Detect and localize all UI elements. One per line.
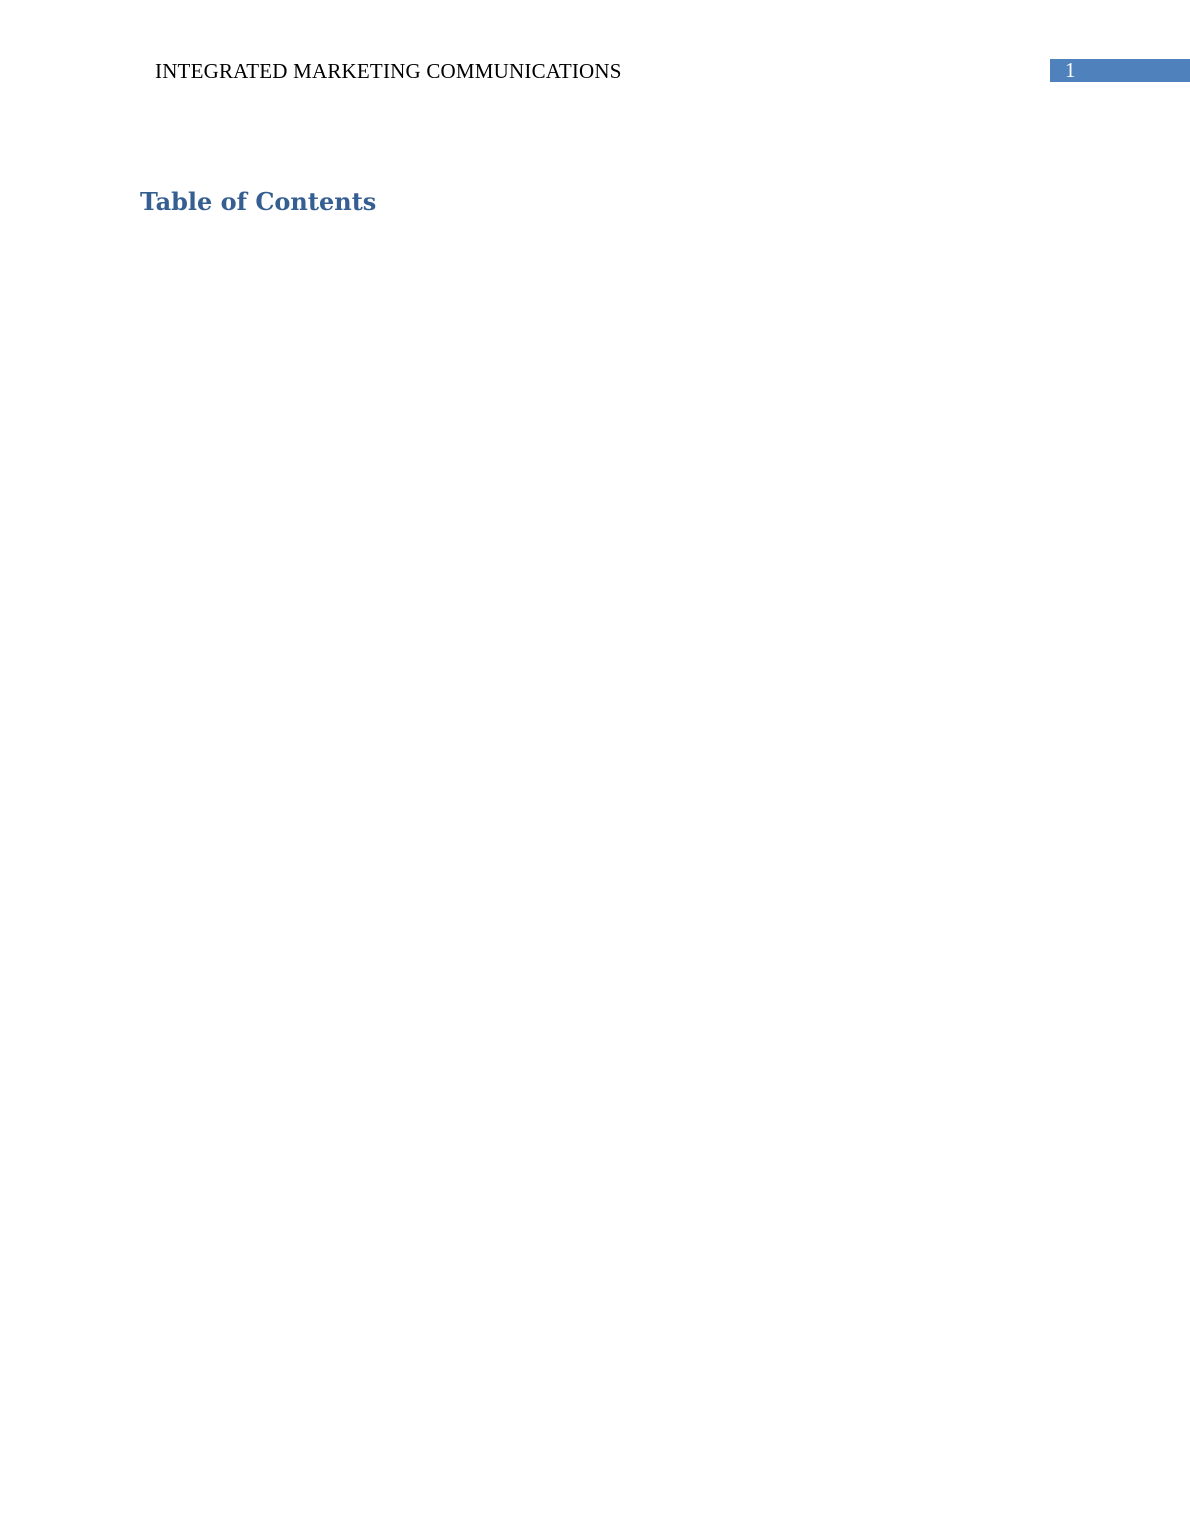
page-number: 1 (1065, 58, 1076, 82)
toc-heading: Table of Contents (140, 187, 377, 216)
page-number-badge (1050, 59, 1190, 82)
running-header-title: INTEGRATED MARKETING COMMUNICATIONS (155, 59, 622, 83)
